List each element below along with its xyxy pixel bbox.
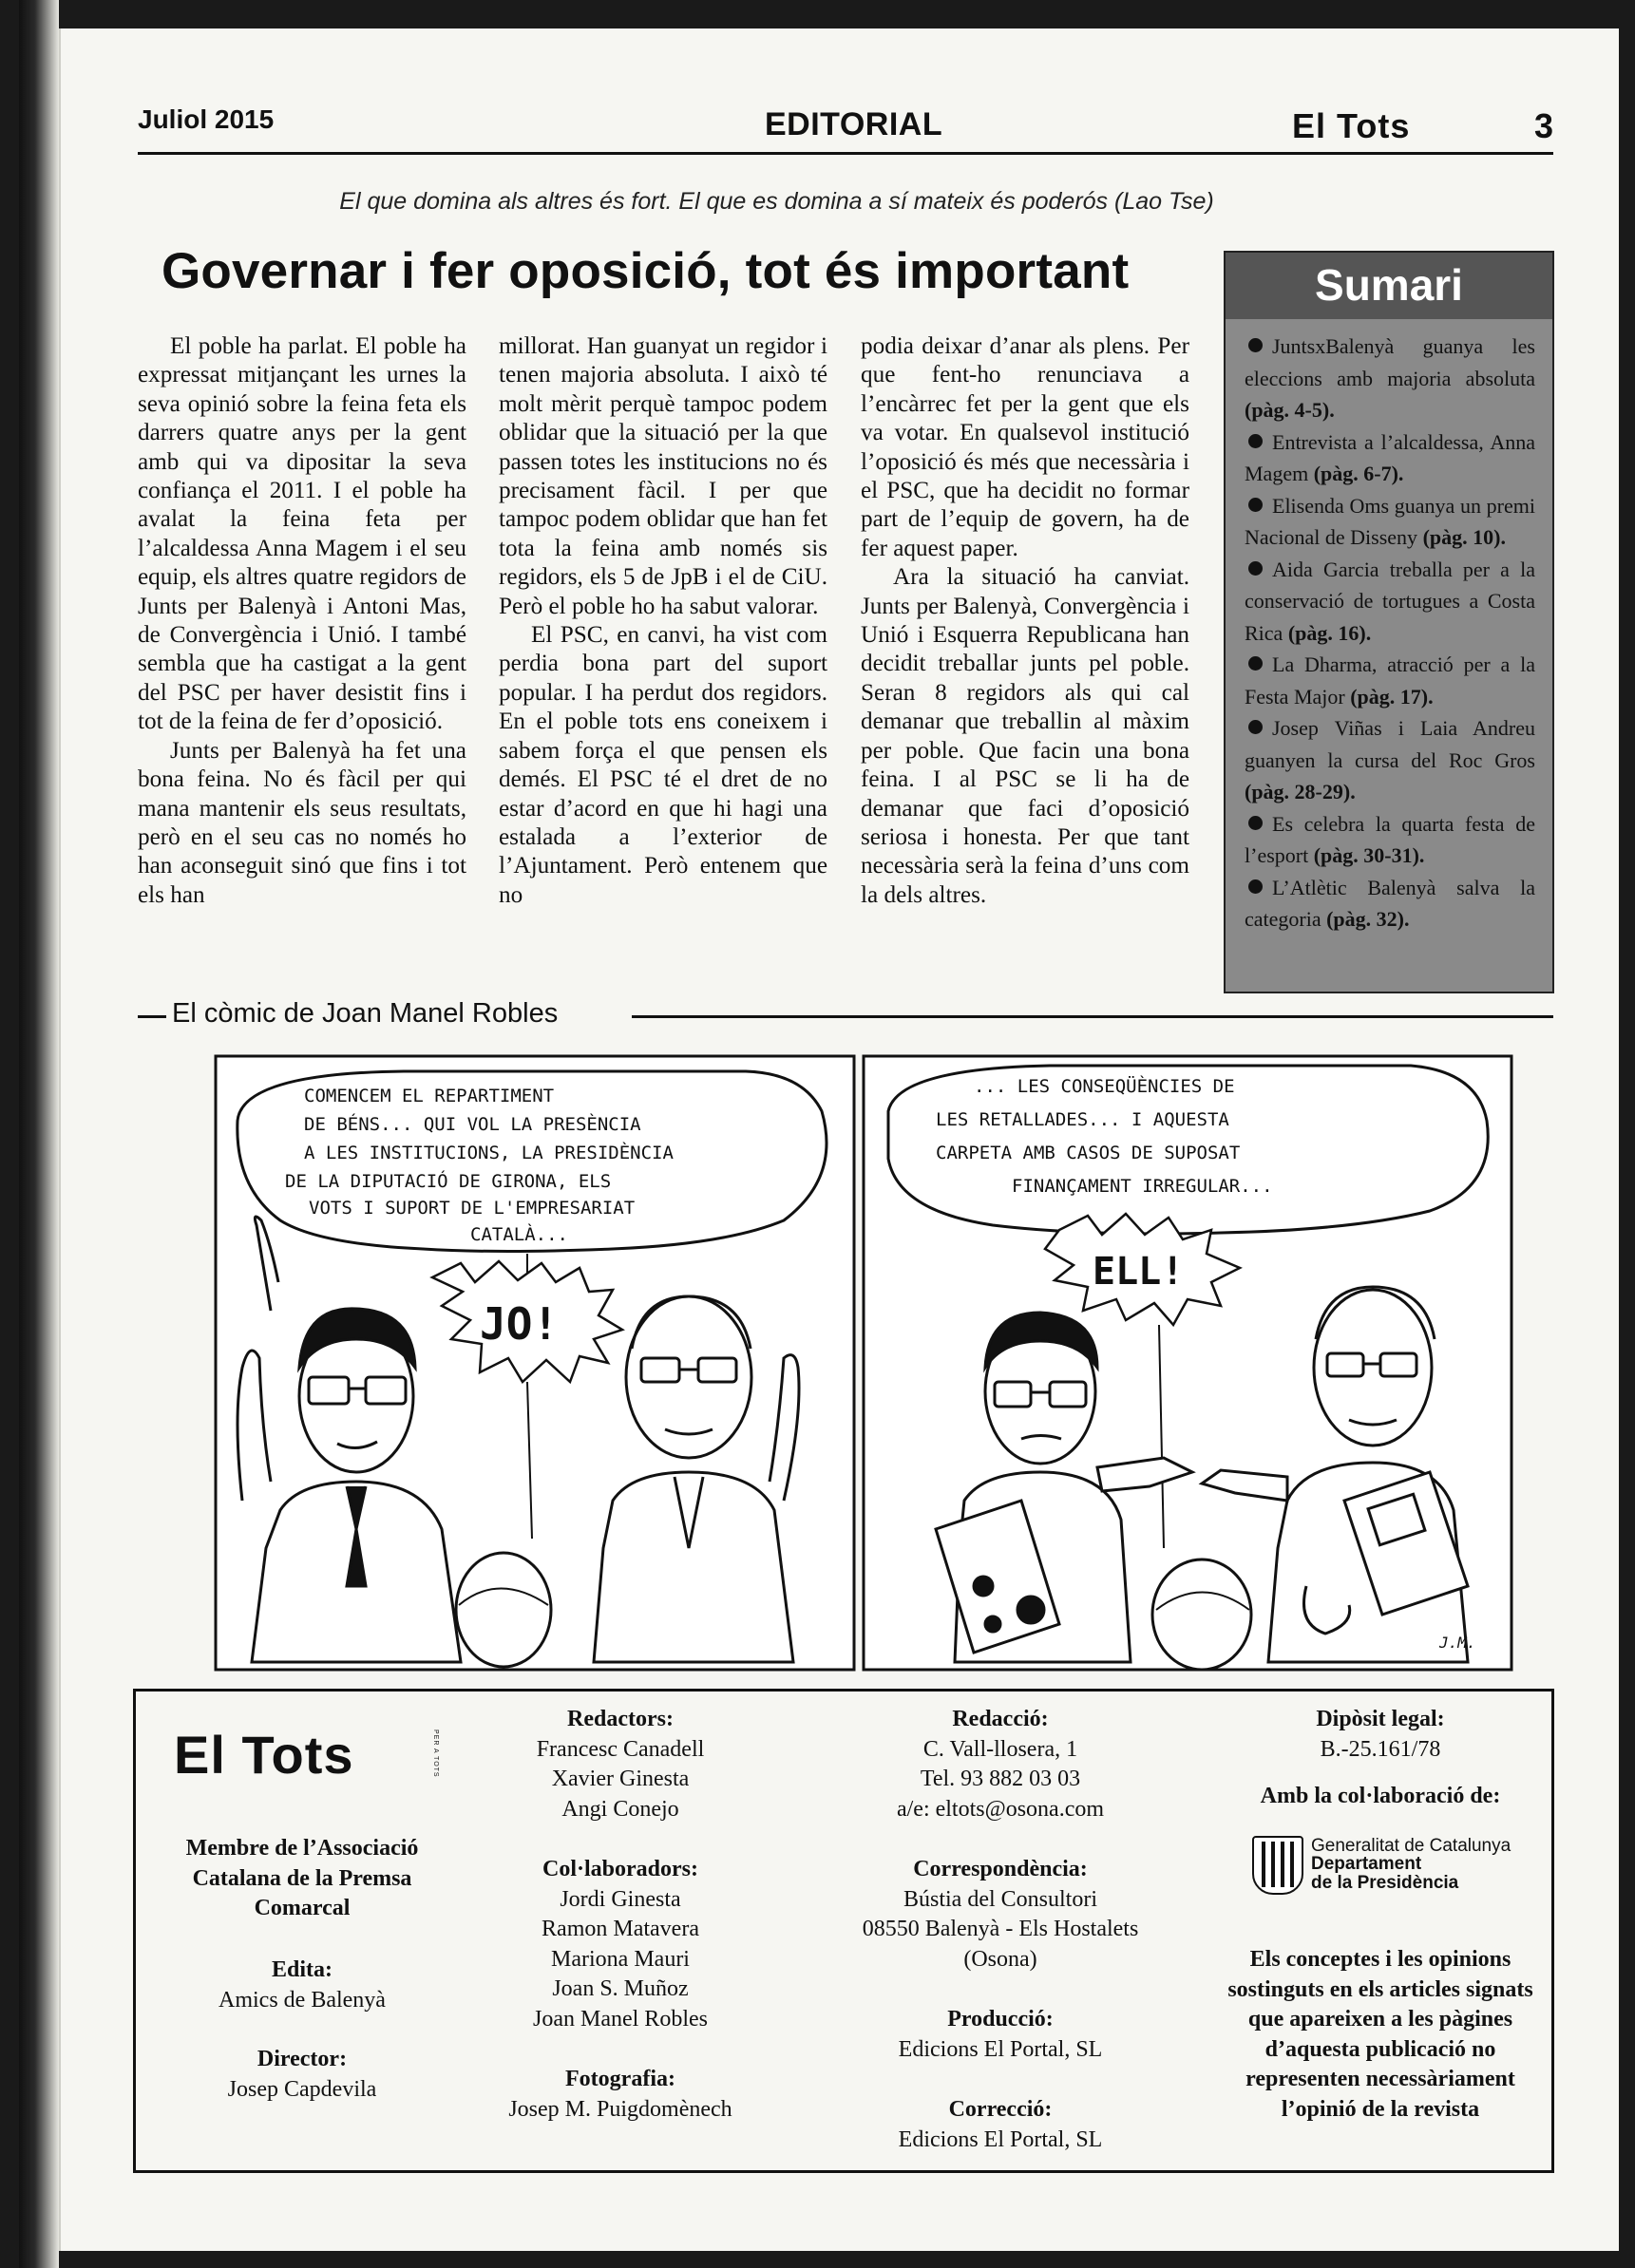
speech-line: DE BÉNS... QUI VOL LA PRESÈNCIA	[304, 1114, 641, 1135]
speech-line: FINANÇAMENT IRREGULAR...	[1012, 1176, 1273, 1197]
collaboradors-label: Col·laboradors:	[542, 1857, 698, 1881]
director-label: Director:	[257, 2047, 348, 2071]
speech-line: CATALÀ...	[470, 1224, 568, 1245]
director-block	[155, 2045, 449, 2105]
sumari-item	[1245, 649, 1535, 712]
redactor: Angi Conejo	[561, 1796, 679, 1822]
page-header	[138, 103, 1553, 155]
publication-name: El Tots	[1292, 106, 1411, 145]
paragraph: El PSC, en canvi, ha vist com perdia bona part del suport popular. I ha perdut dos regidors. En el poble tots ens coneixem i sabem força el que pensen els demés. El PSC té el dret de no estar d’acord en que hi hagi una estalada a l’exterior de l’Ajuntament. Però entenem que no	[499, 622, 827, 908]
redaccio-address: C. Vall-llosera, 1	[922, 1736, 1078, 1762]
sumari-item-text: La Dharma, atracció per a la Festa Major	[1245, 652, 1535, 709]
binding-edge	[19, 0, 59, 2268]
epigraph-quote: El que domina als altres és fort. El que es domina a sí mateix és poderós (Lao Tse)	[339, 188, 1214, 215]
speech-line: DE LA DIPUTACIÓ DE GIRONA, ELS	[285, 1171, 612, 1192]
shout-text: JO!	[480, 1298, 560, 1350]
correspondencia-line: 08550 Balenyà - Els Hostalets	[862, 1917, 1139, 1941]
bullet-icon	[1248, 434, 1263, 448]
sumari-item-text: Entrevista a l’alcaldessa, Anna Magem	[1245, 429, 1535, 485]
director-value: Josep Capdevila	[227, 2076, 377, 2102]
paragraph: millorat. Han guanyat un regidor i tenen majoria absoluta. I això té molt mèrit perquè tampoc podem oblidar que la situació per la que passen totes les institucions no és precisament fàcil. I per que tampoc podem oblidar que han fet tota la feina amb només sis regidors, els 5 de JpB i el de CiU. Però el poble ho ha sabut valorar.	[499, 333, 827, 619]
el-tots-logo: El Tots	[174, 1725, 354, 1785]
sumari-item	[1245, 426, 1535, 490]
sumari-item-page-ref: (pàg. 16).	[1287, 620, 1372, 645]
sumari-item	[1245, 490, 1535, 554]
collaborador: Joan S. Muñoz	[552, 1976, 689, 2001]
paragraph: Ara la situació ha canviat. Junts per Balenyà, Convergència i Unió i Esquerra Republicana han decidit treballar junts pel poble. Seran 8 regidors als qui cal demanar que treballin al màxim per poble. Que facin una bona feina. I al PSC se li ha de demanar que faci d’oposició seriosa i honesta. Per que tant necessària serà la feina d’uns com la dels altres.	[861, 564, 1189, 908]
paragraph: Junts per Balenyà ha fet una bona feina. No és fàcil per qui mana mantenir els seus resultats, però en el seu cas no només ho han aconseguit sinó que fins i tot els han	[138, 737, 466, 908]
bullet-icon	[1248, 498, 1263, 512]
redactor: Xavier Ginesta	[551, 1767, 690, 1791]
disclaimer-text: Els conceptes i les opinions sostinguts en els articles signats que apareixen a les pàgines d’aquesta publicació no representen necessàriament l’opinió de la revista	[1227, 1947, 1533, 2122]
paragraph: podia deixar d’anar als plens. Per que fent-ho renunciava a l’encàrrec fet per la gent que els va votar. En qualsevol institució l’oposició és més que necessària i el PSC, que ha decidit no formar part de l’equip de govern, ha de fer aquest paper.	[861, 333, 1189, 561]
correccio-label: Correcció:	[948, 2097, 1053, 2122]
sumari-item-page-ref: (pàg. 17).	[1350, 684, 1434, 709]
speech-line: VOTS I SUPORT DE L'EMPRESARIAT	[309, 1198, 636, 1219]
page-number: 3	[1533, 106, 1553, 145]
redactors-label: Redactors:	[567, 1707, 674, 1731]
speech-line: CARPETA AMB CASOS DE SUPOSAT	[936, 1143, 1241, 1163]
sumari-item-text: Josep Viñas i Laia Andreu guanyen la cursa del Roc Gros	[1245, 716, 1535, 772]
department-line: de la Presidència	[1311, 1873, 1459, 1893]
department-name	[1311, 1855, 1458, 1893]
produccio-value: Edicions El Portal, SL	[898, 2036, 1103, 2062]
sumari-item-page-ref: (pàg. 28-29).	[1245, 780, 1356, 803]
collaborador: Joan Manel Robles	[533, 2006, 708, 2032]
artist-signature: J.M.	[1439, 1634, 1476, 1652]
publisher-block	[155, 1956, 449, 2015]
redaccio-phone: Tel. 93 882 03 03	[920, 1767, 1081, 1791]
speech-line: ... LES CONSEQÜÈNCIES DE	[974, 1076, 1235, 1097]
fotografia-label: Fotografia:	[565, 2067, 675, 2091]
article-column-1	[138, 332, 466, 910]
collaborador: Mariona Mauri	[551, 1946, 690, 1972]
sumari-item-text: Aida Garcia treballa per a la conservació de tortugues a Costa Rica	[1245, 557, 1535, 645]
bullet-icon	[1248, 561, 1263, 576]
generalitat-logo	[1252, 1836, 1537, 1893]
legal-column	[1219, 1705, 1542, 1812]
correspondencia-line: (Osona)	[963, 1946, 1037, 1972]
diposit-value: B.-25.161/78	[1320, 1736, 1441, 1762]
divider	[138, 1015, 166, 1018]
article-headline: Governar i fer oposició, tot és important	[162, 243, 1130, 299]
speech-line: A LES INSTITUCIONS, LA PRESIDÈNCIA	[304, 1143, 674, 1163]
diposit-label: Dipòsit legal:	[1316, 1707, 1445, 1731]
divider	[632, 1015, 1553, 1018]
sumari-item	[1245, 872, 1535, 936]
department-line: Departament	[1311, 1854, 1422, 1874]
sumari-item	[1245, 331, 1535, 426]
fotografia-value: Josep M. Puigdomènech	[508, 2096, 732, 2122]
produccio-label: Producció:	[947, 2007, 1054, 2032]
generalitat-emblem-icon	[1252, 1836, 1303, 1895]
paragraph: El poble ha parlat. El poble ha expressat mitjançant les urnes la seva opinió sobre la feina feta els darrers quatre anys per la gent amb qui va dipositar la seva confiança el 2011. I el poble ha avalat la feina feta per l’alcaldessa Anna Magem i el seu equip, els altres quatre regidors de Junts per Balenyà i Antoni Mas, de Convergència i Unió. I també sembla que ha castigat a la gent del PSC per haver desistit fins i tot de la feina de fer d’oposició.	[138, 333, 466, 735]
speech-line: COMENCEM EL REPARTIMENT	[304, 1086, 555, 1106]
bullet-icon	[1248, 879, 1263, 894]
sumari-list	[1226, 319, 1552, 936]
sumari-item-text: Es celebra la quarta festa de l’esport	[1245, 811, 1535, 867]
sumari-item-page-ref: (pàg. 4-5).	[1245, 398, 1335, 422]
correspondencia-line: Bústia del Consultori	[903, 1886, 1097, 1912]
bullet-icon	[1248, 720, 1263, 734]
collaborador: Jordi Ginesta	[560, 1886, 681, 1912]
speech-line: LES RETALLADES... I AQUESTA	[936, 1109, 1229, 1130]
sumari-item-text: L’Atlètic Balenyà salva la categoria	[1245, 875, 1535, 931]
generalitat-name: Generalitat de Catalunya	[1311, 1836, 1511, 1856]
sumari-item	[1245, 808, 1535, 872]
sumari-title: Sumari	[1226, 253, 1552, 319]
association-membership: Membre de l’Associació Catalana de la Premsa Comarcal	[185, 1836, 419, 1920]
sumari-item	[1245, 712, 1535, 808]
shout-text: ELL!	[1093, 1250, 1185, 1294]
sumari-item	[1245, 554, 1535, 650]
edita-label: Edita:	[271, 1957, 333, 1982]
sumari-item-page-ref: (pàg. 32).	[1326, 907, 1410, 931]
redaccio-label: Redacció:	[952, 1707, 1049, 1731]
edita-value: Amics de Balenyà	[219, 1987, 386, 2013]
redaccio-email[interactable]: a/e: eltots@osona.com	[896, 1796, 1105, 1822]
masthead-box	[133, 1689, 1554, 2173]
bullet-icon	[1248, 656, 1263, 671]
sumari-box	[1224, 251, 1554, 993]
comic-section-header	[138, 995, 1553, 1033]
bullet-icon	[1248, 338, 1263, 352]
bullet-icon	[1248, 816, 1263, 830]
sumari-item-text: Elisenda Oms guanya un premi Nacional de Disseny	[1245, 493, 1535, 549]
logo-tagline: PER A TOTS	[432, 1729, 439, 1778]
issue-date: Juliol 2015	[138, 104, 275, 134]
correspondencia-label: Correspondència:	[913, 1857, 1088, 1881]
redactor: Francesc Canadell	[536, 1736, 705, 1762]
collaborador: Ramon Matavera	[542, 1917, 699, 1941]
sumari-item-text: JuntsxBalenyà guanya les eleccions amb majoria absoluta	[1245, 334, 1535, 390]
article-column-3	[861, 332, 1189, 910]
sumari-item-page-ref: (pàg. 10).	[1422, 525, 1506, 549]
section-title: EDITORIAL	[765, 106, 943, 142]
colaboracio-label: Amb la col·laboració de:	[1260, 1784, 1501, 1808]
sumari-item-page-ref: (pàg. 6-7).	[1313, 462, 1404, 485]
correccio-value: Edicions El Portal, SL	[898, 2126, 1103, 2152]
article-column-2	[499, 332, 827, 910]
staff-column	[478, 1705, 763, 2125]
comic-strip	[214, 1054, 1513, 1672]
sumari-item-page-ref: (pàg. 30-31).	[1313, 843, 1425, 867]
comic-section-title: El còmic de Joan Manel Robles	[172, 998, 559, 1029]
contact-column	[839, 1705, 1162, 2155]
